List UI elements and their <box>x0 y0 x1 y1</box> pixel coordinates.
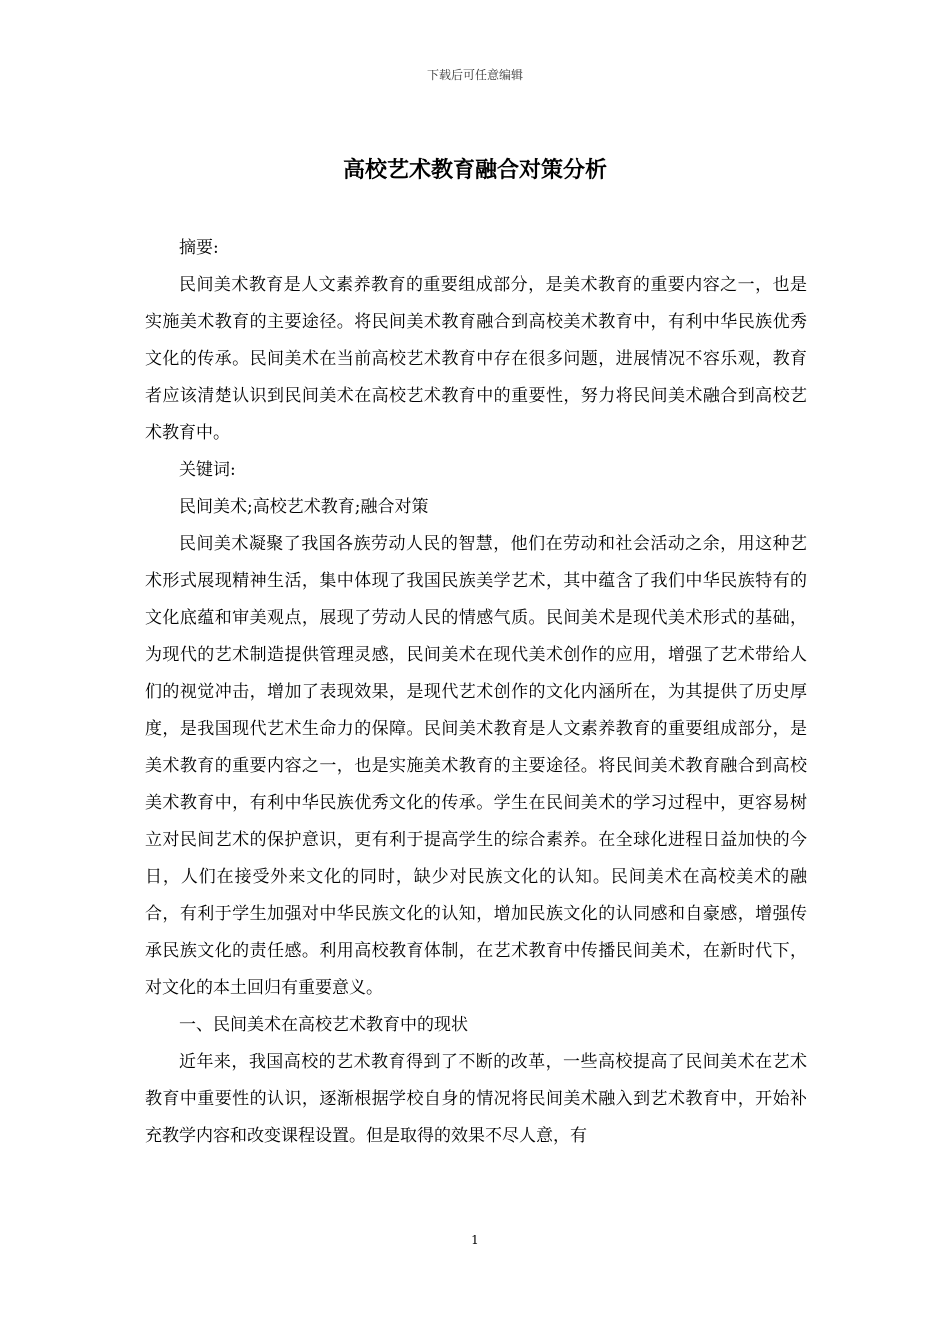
page-number: 1 <box>471 1233 479 1247</box>
section-heading: 一、民间美术在高校艺术教育中的现状 <box>179 1015 468 1035</box>
keywords-label: 关键词: <box>179 460 236 480</box>
body-paragraph: 民间美术凝聚了我国各族劳动人民的智慧，他们在劳动和社会活动之余，用这种艺术形式展现精神生活，集中体现了我国民族美学艺术，其中蕴含了我们中华民族特有的文化底蕴和审美观点，展现了劳动人民的情感气质。民间美术是现代美术形式的基础，为现代的艺术制造提供管理灵感，民间美术在现代美术创作的应用，增强了艺术带给人们的视觉冲击，增加了表现效果，是现代艺术创作的文化内涵所在，为其提供了历史厚度，是我国现代艺术生命力的保障。民间美术教育是人文素养教育的重要组成部分，是美术教育的重要内容之一，也是实施美术教育的主要途径。将民间美术教育融合到高校美术教育中，有利中华民族优秀文化的传承。学生在民间美术的学习过程中，更容易树立对民间艺术的保护意识，更有利于提高学生的综合素养。在全球化进程日益加快的今日，人们在接受外来文化的同时，缺少对民族文化的认知。民间美术在高校美术的融合，有利于学生加强对中华民族文化的认知，增加民族文化的认同感和自豪感，增强传承民族文化的责任感。利用高校教育体制，在艺术教育中传播民间美术，在新时代下，对文化的本土回归有重要意义。 <box>145 534 807 998</box>
header-note: 下载后可任意编辑 <box>426 68 523 82</box>
document-title: 高校艺术教育融合对策分析 <box>342 157 607 183</box>
keywords-paragraph: 民间美术;高校艺术教育;融合对策 <box>179 497 429 517</box>
abstract-label: 摘要: <box>179 238 219 258</box>
document-body <box>145 230 807 1155</box>
body-paragraph: 近年来，我国高校的艺术教育得到了不断的改革，一些高校提高了民间美术在艺术教育中重要性的认识，逐渐根据学校自身的情况将民间美术融入到艺术教育中，开始补充教学内容和改变课程设置。但是取得的效果不尽人意，有 <box>145 1052 807 1146</box>
abstract-paragraph: 民间美术教育是人文素养教育的重要组成部分，是美术教育的重要内容之一，也是实施美术教育的主要途径。将民间美术教育融合到高校美术教育中，有利中华民族优秀文化的传承。民间美术在当前高校艺术教育中存在很多问题，进展情况不容乐观，教育者应该清楚认识到民间美术在高校艺术教育中的重要性，努力将民间美术融合到高校艺术教育中。 <box>145 275 807 443</box>
